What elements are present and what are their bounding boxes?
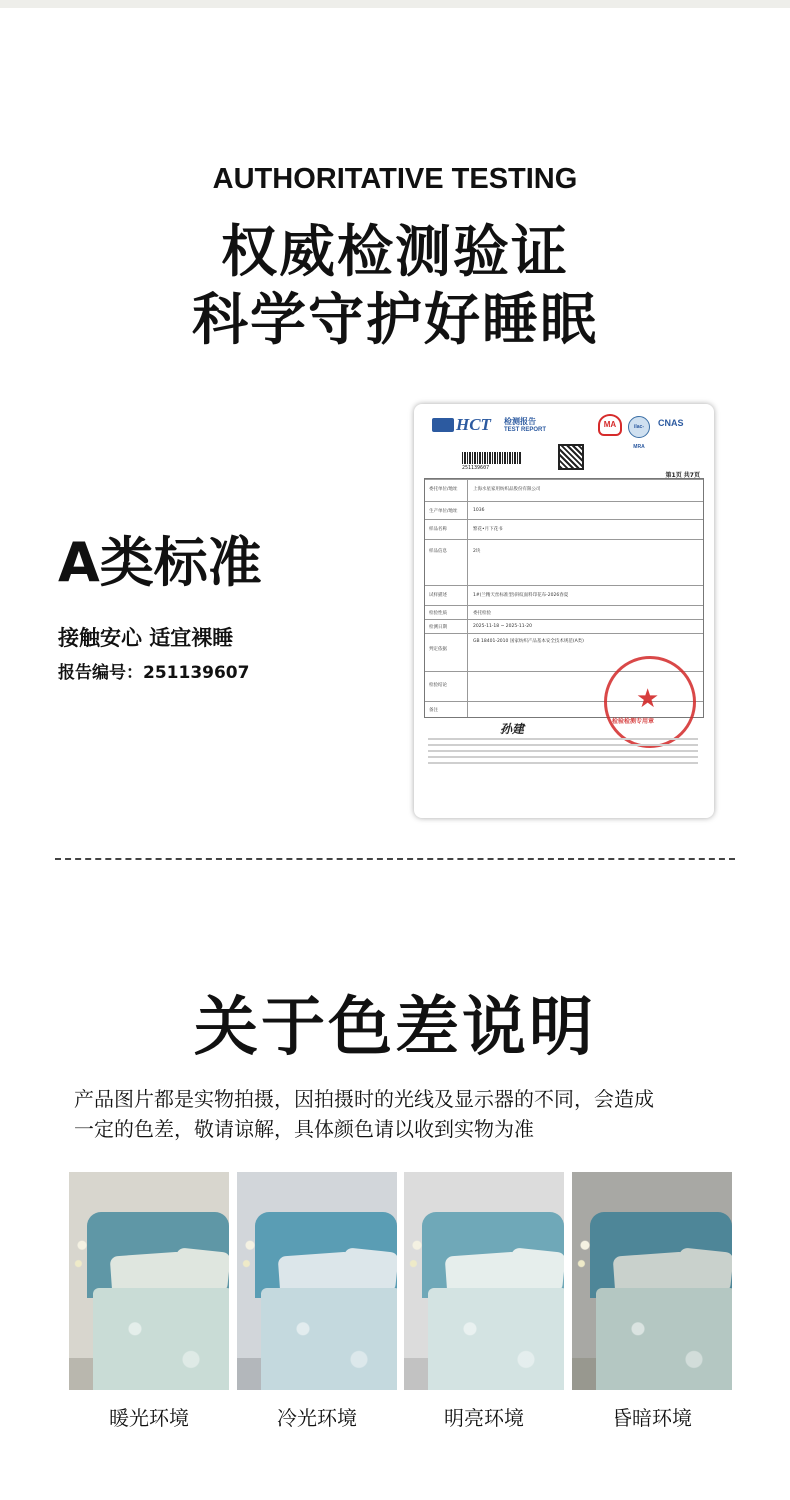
heading-en: AUTHORITATIVE TESTING xyxy=(212,163,578,195)
ma-seal-icon: MA xyxy=(598,414,622,436)
caption-dim: 昏暗环境 xyxy=(612,1406,692,1430)
row-value: 1#(兰精天丝标准型)斜纹面料印花布-2026春夏 xyxy=(473,593,569,598)
bedding-photo-cool xyxy=(237,1172,397,1390)
row-label: 委托单位/地址 xyxy=(429,487,458,492)
ilac-seal-icon: ilac-MRA xyxy=(628,416,650,438)
report-number: 报告编号：251139607 xyxy=(58,663,250,683)
bedding-photo-warm xyxy=(69,1172,229,1390)
table-row xyxy=(425,501,703,514)
color-description-line1: 产品图片都是实物拍摄，因拍摄时的光线及显示器的不同，会造成 xyxy=(74,1087,654,1111)
row-label: 样品信息 xyxy=(429,549,447,554)
signature: 孙建 xyxy=(500,722,525,736)
table-row xyxy=(425,479,703,492)
row-label: 生产单位/地址 xyxy=(429,509,458,514)
grade-title: A类标准 xyxy=(58,531,262,594)
report-name-en: TEST REPORT xyxy=(504,427,547,433)
cnas-seal-icon: CNAS xyxy=(658,418,684,428)
qr-code-icon xyxy=(558,444,584,470)
test-report-image xyxy=(414,404,714,818)
hct-logo-icon xyxy=(432,418,454,432)
row-value: 2块 xyxy=(473,549,481,554)
dashed-divider xyxy=(55,858,735,860)
row-value: GB 18401-2010 国家纺织产品基本安全技术规范(A类) xyxy=(473,639,584,644)
barcode-number: 251139607 xyxy=(462,465,490,471)
fine-print-line xyxy=(428,756,698,758)
grade-subtitle: 接触安心 适宜裸睡 xyxy=(58,626,234,650)
report-page-number: 第1页 共7页 xyxy=(665,472,700,479)
row-label: 备注 xyxy=(429,708,438,713)
star-icon: ★ xyxy=(636,684,660,714)
row-value: 上海水星家用纺织品股份有限公司 xyxy=(473,487,541,492)
row-value: 繁花•月下花书 xyxy=(473,527,503,532)
row-label: 检测日期 xyxy=(429,625,447,630)
fine-print-line xyxy=(428,750,698,752)
bedding-photo-bright xyxy=(404,1172,564,1390)
caption-warm: 暖光环境 xyxy=(109,1406,189,1430)
row-label: 检验性质 xyxy=(429,611,447,616)
caption-cool: 冷光环境 xyxy=(277,1406,357,1430)
table-row xyxy=(425,539,703,554)
report-name-cn: 检测报告 xyxy=(504,417,536,426)
table-row xyxy=(425,519,703,532)
bedding-photo-dim xyxy=(572,1172,732,1390)
stamp-text: 检验检测专用章 xyxy=(612,718,655,725)
barcode-icon xyxy=(462,452,522,464)
heading-cn-line1: 权威检测验证 xyxy=(221,220,569,285)
row-value: 1036 xyxy=(473,508,485,513)
report-brand: HCT xyxy=(456,415,491,434)
row-value: 2025-11-18 ~ 2025-11-20 xyxy=(473,624,532,629)
table-row xyxy=(425,619,703,630)
fine-print-line xyxy=(428,744,698,746)
table-row xyxy=(425,633,703,652)
caption-bright: 明亮环境 xyxy=(444,1406,524,1430)
row-label: 试样描述 xyxy=(429,593,447,598)
fine-print-line xyxy=(428,738,698,740)
color-description-line2: 一定的色差，敬请谅解，具体颜色请以收到实物为准 xyxy=(74,1117,534,1141)
color-difference-title: 关于色差说明 xyxy=(194,991,596,1065)
heading-cn-line2: 科学守护好睡眠 xyxy=(192,288,598,353)
table-divider xyxy=(467,479,468,717)
row-value: 委托检验 xyxy=(473,611,491,616)
fine-print-line xyxy=(428,762,698,764)
table-row xyxy=(425,585,703,598)
row-label: 检验结论 xyxy=(429,683,447,688)
row-label: 判定依据 xyxy=(429,647,447,652)
top-strip xyxy=(0,0,790,8)
table-row xyxy=(425,605,703,616)
row-label: 样品名称 xyxy=(429,527,447,532)
